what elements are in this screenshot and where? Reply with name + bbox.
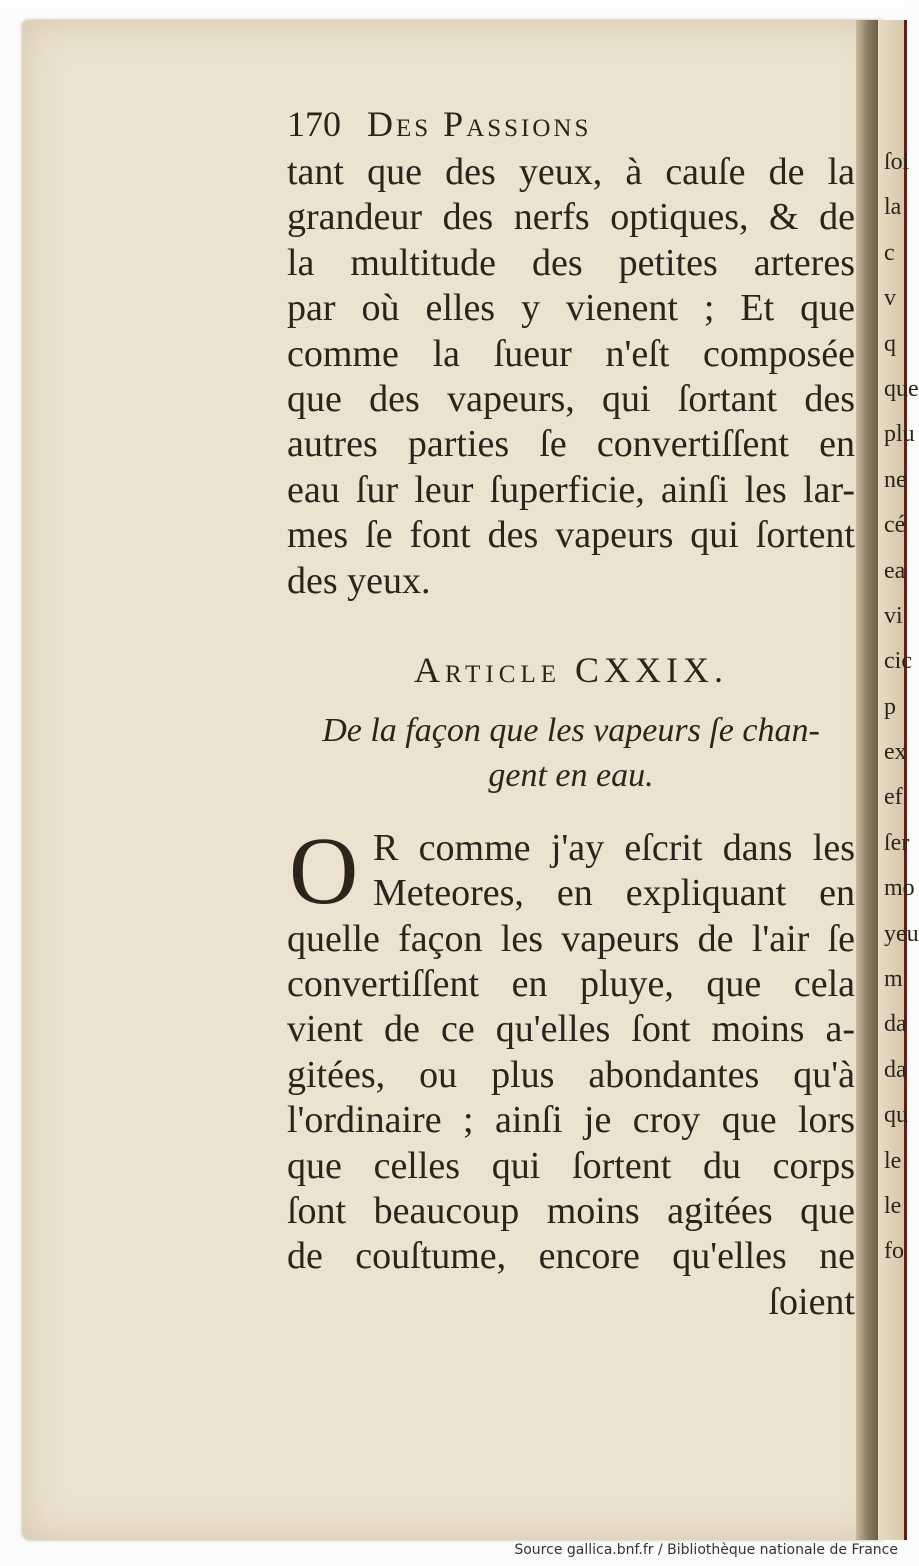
article-subtitle bbox=[287, 708, 855, 798]
text-line: R comme j'ay eſcrit dans les bbox=[373, 826, 855, 869]
fragment: cé bbox=[884, 512, 906, 539]
page-text bbox=[287, 98, 855, 1325]
drop-cap: O bbox=[289, 816, 359, 924]
article-body bbox=[287, 816, 855, 1325]
text-line: mes ſe font des vapeurs qui ſortent bbox=[287, 514, 855, 557]
fragment: yeu bbox=[884, 920, 919, 947]
text-line: gitées, ou plus abondantes qu'à bbox=[287, 1053, 855, 1096]
text-line: ſont beaucoup moins agitées que bbox=[287, 1190, 855, 1233]
fragment: cic bbox=[884, 648, 912, 675]
adjacent-page-fragments bbox=[884, 140, 919, 1275]
fragment: da bbox=[884, 1011, 907, 1038]
text-line: que des vapeurs, qui ſortant des bbox=[287, 377, 855, 420]
text-line: grandeur des nerfs optiques, & de bbox=[287, 196, 855, 239]
text-line: quelle façon les vapeurs de l'air ſe bbox=[287, 917, 855, 960]
text-line: vient de ce qu'elles ſont moins a- bbox=[287, 1008, 855, 1051]
continued-paragraph bbox=[287, 150, 855, 604]
text-line: tant que des yeux, à cauſe de la bbox=[287, 151, 855, 193]
subtitle-line: gent en eau. bbox=[488, 756, 654, 794]
catchword: ſoient bbox=[768, 1280, 855, 1323]
text-line: eau ſur leur ſuperficie, ainſi les lar- bbox=[287, 468, 855, 511]
fragment: mo bbox=[884, 875, 915, 902]
fragment: da bbox=[884, 1056, 907, 1083]
book-gutter bbox=[856, 20, 878, 1540]
fragment: le bbox=[884, 1192, 902, 1219]
fragment: la bbox=[884, 194, 902, 221]
running-title: Des Passions bbox=[367, 104, 592, 144]
fragment: qu bbox=[884, 1102, 908, 1129]
source-credit: Source gallica.bnf.fr / Bibliothèque nationale de France bbox=[514, 1542, 898, 1558]
fragment: q bbox=[884, 330, 896, 357]
text-line: l'ordinaire ; ainſi je croy que lors bbox=[287, 1099, 855, 1142]
fragment: ef bbox=[884, 784, 903, 811]
text-line: la multitude des petites arteres bbox=[287, 241, 855, 284]
text-line: de couſtume, encore qu'elles ne bbox=[287, 1235, 855, 1278]
page-number: 170 bbox=[287, 104, 341, 144]
text-line: Meteores, en expliquant en bbox=[373, 872, 855, 915]
running-head bbox=[287, 98, 855, 150]
fragment: ea bbox=[884, 557, 906, 584]
fragment: ſer bbox=[884, 829, 910, 856]
fragment: fo bbox=[884, 1238, 904, 1265]
text-line: autres parties ſe convertiſſent en bbox=[287, 423, 855, 466]
fragment: p bbox=[884, 693, 896, 720]
fragment: ne bbox=[884, 466, 907, 493]
fragment: plu bbox=[884, 421, 915, 448]
text-line: comme la ſueur n'eſt composée bbox=[287, 332, 855, 375]
fragment: vi bbox=[884, 602, 903, 629]
scan-border-top bbox=[0, 0, 904, 20]
text-line: que celles qui ſortent du corps bbox=[287, 1144, 855, 1187]
fragment: que bbox=[884, 375, 919, 402]
fragment: m bbox=[884, 966, 903, 993]
fragment: v bbox=[884, 285, 896, 312]
indented-lines bbox=[287, 816, 855, 924]
subtitle-line: De la façon que les vapeurs ſe chan- bbox=[322, 711, 820, 749]
fragment: le bbox=[884, 1147, 902, 1174]
fragment: c bbox=[884, 239, 895, 266]
article-heading: Article CXXIX. bbox=[414, 649, 728, 690]
text-line: des yeux. bbox=[287, 559, 431, 602]
fragment: ſoi bbox=[884, 149, 910, 175]
fragment: ex bbox=[884, 739, 907, 766]
text-line: par où elles y vienent ; Et que bbox=[287, 287, 855, 330]
text-line: convertiſſent en pluye, que cela bbox=[287, 963, 855, 1006]
body-lines bbox=[287, 917, 855, 1280]
